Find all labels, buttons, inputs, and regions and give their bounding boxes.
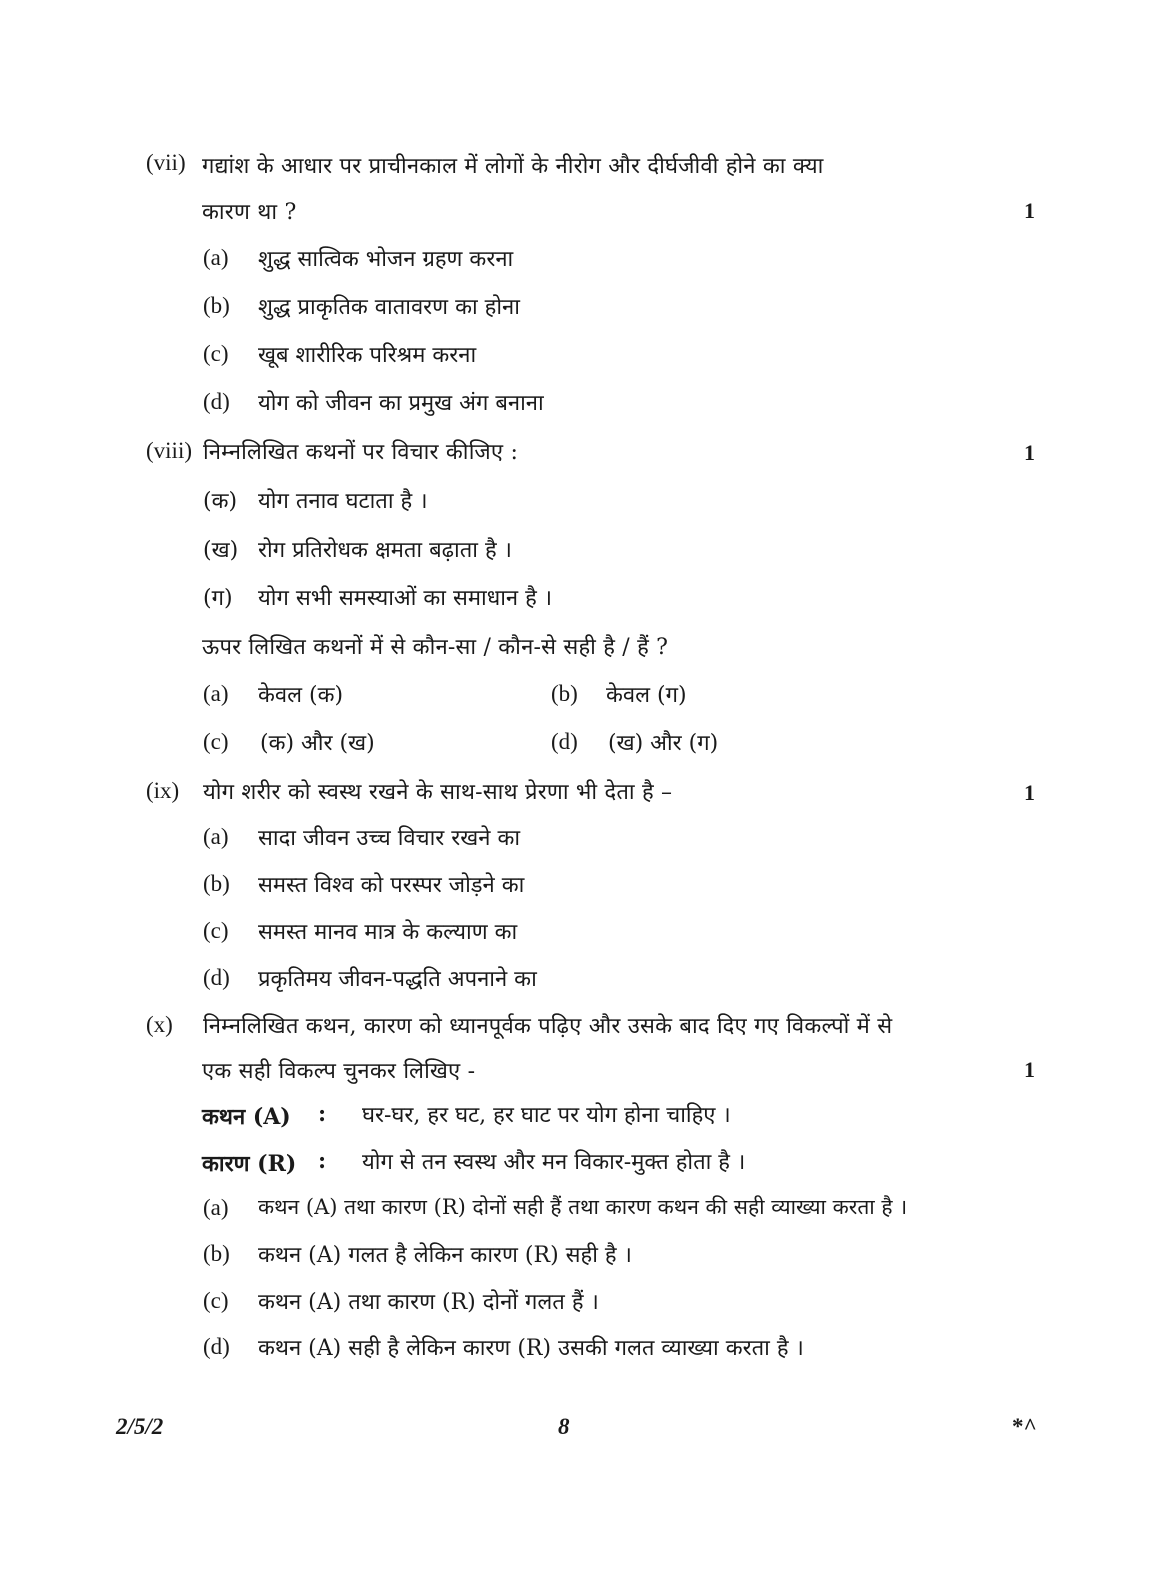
question-text: निम्नलिखित कथनों पर विचार कीजिए : bbox=[203, 440, 519, 465]
option-label: (c) bbox=[203, 918, 229, 943]
footer-mark: *^ bbox=[1012, 1414, 1037, 1439]
question-number: (vii) bbox=[146, 150, 186, 175]
option-text: शुद्ध प्राकृतिक वातावरण का होना bbox=[258, 295, 520, 320]
question-marks: 1 bbox=[1024, 780, 1035, 805]
question-number: (viii) bbox=[146, 438, 192, 463]
reason-label: कारण (R) bbox=[202, 1151, 297, 1177]
statement-text: योग तनाव घटाता है । bbox=[258, 489, 428, 514]
option-label: (d) bbox=[551, 729, 578, 754]
statement-text: रोग प्रतिरोधक क्षमता बढ़ाता है । bbox=[258, 538, 512, 563]
option-label: (b) bbox=[551, 681, 578, 706]
option-label: (b) bbox=[203, 1241, 230, 1266]
option-text: समस्त विश्व को परस्पर जोड़ने का bbox=[258, 873, 525, 898]
option-label: (c) bbox=[203, 729, 229, 754]
option-text: समस्त मानव मात्र के कल्याण का bbox=[258, 920, 518, 945]
option-label: (a) bbox=[203, 681, 229, 706]
option-label: (c) bbox=[203, 1288, 229, 1313]
option-label: (c) bbox=[203, 341, 229, 366]
option-text: सादा जीवन उच्च विचार रखने का bbox=[258, 826, 521, 851]
option-text: योग को जीवन का प्रमुख अंग बनाना bbox=[258, 391, 544, 416]
option-text: कथन (A) सही है लेकिन कारण (R) उसकी गलत व्याख्या करता है । bbox=[258, 1336, 804, 1361]
statement-label: (ग) bbox=[203, 586, 233, 611]
question-marks: 1 bbox=[1024, 1057, 1035, 1082]
option-label: (b) bbox=[203, 871, 230, 896]
question-text: गद्यांश के आधार पर प्राचीनकाल में लोगों के नीरोग और दीर्घजीवी होने का क्या bbox=[202, 154, 824, 179]
assertion-colon: : bbox=[318, 1101, 327, 1127]
page-number: 8 bbox=[558, 1414, 570, 1439]
option-label: (d) bbox=[203, 965, 230, 990]
option-text: केवल (ग) bbox=[606, 683, 687, 708]
question-marks: 1 bbox=[1024, 198, 1035, 223]
option-text: शुद्ध सात्विक भोजन ग्रहण करना bbox=[258, 247, 514, 272]
assertion-text: घर-घर, हर घट, हर घाट पर योग होना चाहिए । bbox=[362, 1103, 731, 1128]
reason-colon: : bbox=[318, 1148, 327, 1174]
option-label: (a) bbox=[203, 824, 229, 849]
option-label: (d) bbox=[203, 389, 230, 414]
question-marks: 1 bbox=[1024, 440, 1035, 465]
statement-text: योग सभी समस्याओं का समाधान है । bbox=[258, 586, 553, 611]
question-prompt: ऊपर लिखित कथनों में से कौन-सा / कौन-से सही है / हैं ? bbox=[202, 635, 669, 660]
option-text: खूब शारीरिक परिश्रम करना bbox=[258, 343, 477, 368]
option-label: (a) bbox=[203, 1195, 229, 1220]
option-text: (क) और (ख) bbox=[260, 731, 375, 756]
option-text: कथन (A) तथा कारण (R) दोनों गलत हैं । bbox=[258, 1290, 599, 1315]
statement-label: (क) bbox=[203, 489, 238, 514]
paper-code: 2/5/2 bbox=[116, 1414, 164, 1439]
option-text: कथन (A) तथा कारण (R) दोनों सही हैं तथा कारण कथन की सही व्याख्या करता है । bbox=[258, 1195, 908, 1219]
question-text: एक सही विकल्प चुनकर लिखिए - bbox=[202, 1059, 476, 1084]
option-label: (d) bbox=[203, 1334, 230, 1359]
reason-text: योग से तन स्वस्थ और मन विकार-मुक्त होता है । bbox=[362, 1150, 746, 1175]
option-text: (ख) और (ग) bbox=[608, 731, 719, 756]
option-label: (a) bbox=[203, 245, 229, 270]
assertion-label: कथन (A) bbox=[202, 1104, 291, 1130]
option-text: केवल (क) bbox=[258, 683, 344, 708]
question-number: (ix) bbox=[146, 778, 180, 803]
question-text: कारण था ? bbox=[202, 200, 297, 225]
option-text: कथन (A) गलत है लेकिन कारण (R) सही है । bbox=[258, 1243, 632, 1268]
statement-label: (ख) bbox=[203, 538, 239, 563]
question-number: (x) bbox=[146, 1012, 173, 1037]
option-label: (b) bbox=[203, 293, 230, 318]
option-text: प्रकृतिमय जीवन-पद्धति अपनाने का bbox=[258, 967, 537, 992]
question-text: निम्नलिखित कथन, कारण को ध्यानपूर्वक पढ़िए और उसके बाद दिए गए विकल्पों में से bbox=[203, 1014, 893, 1039]
question-text: योग शरीर को स्वस्थ रखने के साथ-साथ प्रेरणा भी देता है – bbox=[203, 780, 673, 805]
